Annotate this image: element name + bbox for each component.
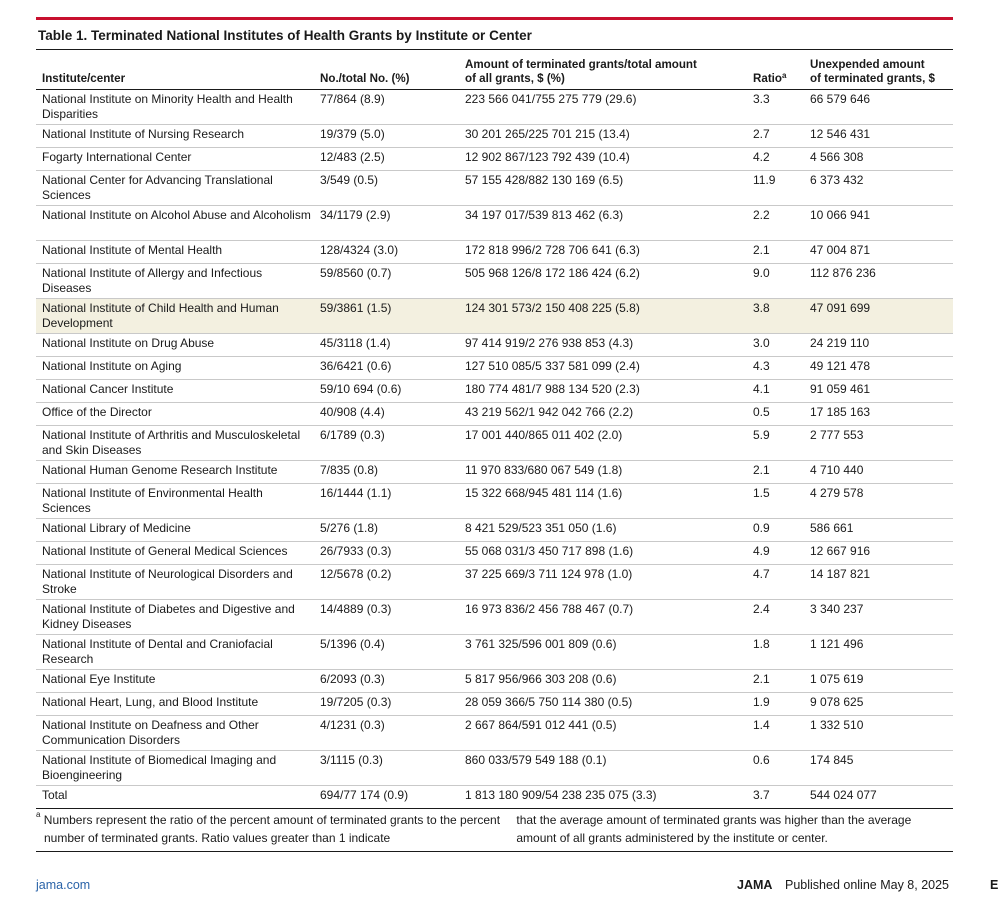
footer-journal: JAMA (737, 878, 773, 892)
table-row (36, 206, 953, 241)
cell-unexpended: 1 075 619 (804, 670, 953, 693)
cell-unexpended: 174 845 (804, 751, 953, 786)
cell-unexpended: 12 546 431 (804, 125, 953, 148)
cell-institute: National Institute of General Medical Sciences (36, 542, 314, 565)
header-row (36, 50, 953, 90)
cell-institute: National Cancer Institute (36, 380, 314, 403)
cell-amount: 55 068 031/3 450 717 898 (1.6) (459, 542, 747, 565)
cell-number: 5/276 (1.8) (314, 519, 459, 542)
table-row (36, 484, 953, 519)
cell-institute: National Institute of Child Health and Human Development (36, 299, 314, 334)
cell-ratio: 4.1 (747, 380, 804, 403)
header-ratio-mark: a (781, 70, 787, 80)
cell-number: 694/77 174 (0.9) (314, 786, 459, 809)
cell-unexpended: 10 066 941 (804, 206, 953, 241)
table-row (36, 542, 953, 565)
footnote (36, 809, 953, 847)
cell-amount: 8 421 529/523 351 050 (1.6) (459, 519, 747, 542)
cell-institute: National Institute of Nursing Research (36, 125, 314, 148)
cell-ratio: 3.3 (747, 90, 804, 125)
cell-institute: National Institute on Alcohol Abuse and Alcoholism (36, 206, 314, 241)
cell-institute: Total (36, 786, 314, 809)
cell-amount: 223 566 041/755 275 779 (29.6) (459, 90, 747, 125)
footer-page: E (990, 878, 999, 892)
header-amount (459, 50, 747, 90)
table-row (36, 241, 953, 264)
cell-ratio: 4.2 (747, 148, 804, 171)
cell-ratio: 1.5 (747, 484, 804, 519)
cell-ratio: 11.9 (747, 171, 804, 206)
cell-number: 19/379 (5.0) (314, 125, 459, 148)
cell-unexpended: 49 121 478 (804, 357, 953, 380)
cell-ratio: 1.9 (747, 693, 804, 716)
table-row (36, 334, 953, 357)
cell-institute: National Institute on Drug Abuse (36, 334, 314, 357)
bottom-rule (36, 851, 953, 852)
cell-unexpended: 4 710 440 (804, 461, 953, 484)
cell-unexpended: 66 579 646 (804, 90, 953, 125)
table-row (36, 693, 953, 716)
cell-number: 59/3861 (1.5) (314, 299, 459, 334)
cell-institute: National Institute on Aging (36, 357, 314, 380)
cell-number: 16/1444 (1.1) (314, 484, 459, 519)
table-row (36, 403, 953, 426)
cell-ratio: 4.3 (747, 357, 804, 380)
cell-institute: National Human Genome Research Institute (36, 461, 314, 484)
header-unexpended-line1: Unexpended amount (810, 58, 925, 71)
cell-institute: National Eye Institute (36, 670, 314, 693)
header-unexpended (804, 50, 953, 90)
cell-unexpended: 544 024 077 (804, 786, 953, 809)
table-title: Table 1. Terminated National Institutes of Health Grants by Institute or Center (38, 28, 532, 43)
footnote-mark: a (36, 810, 41, 819)
cell-ratio: 4.9 (747, 542, 804, 565)
cell-institute: National Institute on Minority Health and Health Disparities (36, 90, 314, 125)
cell-ratio: 1.8 (747, 635, 804, 670)
cell-number: 59/10 694 (0.6) (314, 380, 459, 403)
cell-institute: National Institute of Biomedical Imaging and Bioengineering (36, 751, 314, 786)
table-row (36, 751, 953, 786)
cell-unexpended: 4 279 578 (804, 484, 953, 519)
cell-number: 128/4324 (3.0) (314, 241, 459, 264)
cell-number: 5/1396 (0.4) (314, 635, 459, 670)
cell-number: 12/5678 (0.2) (314, 565, 459, 600)
cell-ratio: 1.4 (747, 716, 804, 751)
cell-ratio: 2.1 (747, 670, 804, 693)
cell-amount: 28 059 366/5 750 114 380 (0.5) (459, 693, 747, 716)
cell-unexpended: 14 187 821 (804, 565, 953, 600)
cell-number: 19/7205 (0.3) (314, 693, 459, 716)
cell-ratio: 2.7 (747, 125, 804, 148)
cell-ratio: 4.7 (747, 565, 804, 600)
cell-unexpended: 91 059 461 (804, 380, 953, 403)
cell-ratio: 3.0 (747, 334, 804, 357)
cell-amount: 30 201 265/225 701 215 (13.4) (459, 125, 747, 148)
total-row (36, 786, 953, 809)
cell-institute: National Institute of Arthritis and Musculoskeletal and Skin Diseases (36, 426, 314, 461)
cell-ratio: 2.1 (747, 461, 804, 484)
cell-number: 3/549 (0.5) (314, 171, 459, 206)
cell-number: 40/908 (4.4) (314, 403, 459, 426)
cell-unexpended: 17 185 163 (804, 403, 953, 426)
table-row (36, 171, 953, 206)
cell-number: 77/864 (8.9) (314, 90, 459, 125)
cell-ratio: 9.0 (747, 264, 804, 299)
cell-amount: 97 414 919/2 276 938 853 (4.3) (459, 334, 747, 357)
cell-unexpended: 112 876 236 (804, 264, 953, 299)
cell-number: 6/2093 (0.3) (314, 670, 459, 693)
footer-site-link[interactable]: jama.com (36, 878, 91, 892)
cell-number: 7/835 (0.8) (314, 461, 459, 484)
cell-ratio: 3.8 (747, 299, 804, 334)
cell-number: 3/1115 (0.3) (314, 751, 459, 786)
header-amount-line2: of all grants, $ (%) (465, 71, 565, 85)
cell-institute: National Heart, Lung, and Blood Institute (36, 693, 314, 716)
cell-amount: 5 817 956/966 303 208 (0.6) (459, 670, 747, 693)
cell-ratio: 0.9 (747, 519, 804, 542)
cell-number: 12/483 (2.5) (314, 148, 459, 171)
cell-number: 59/8560 (0.7) (314, 264, 459, 299)
header-ratio-label: Ratio (753, 71, 782, 85)
cell-unexpended: 12 667 916 (804, 542, 953, 565)
table-row (36, 148, 953, 171)
cell-amount: 180 774 481/7 988 134 520 (2.3) (459, 380, 747, 403)
cell-amount: 37 225 669/3 711 124 978 (1.0) (459, 565, 747, 600)
cell-unexpended: 2 777 553 (804, 426, 953, 461)
cell-institute: National Institute of Mental Health (36, 241, 314, 264)
footnote-left-text: Numbers represent the ratio of the percent amount of terminated grants to the percent number of terminated grants. Ratio values greater than 1 indicate (40, 813, 501, 845)
cell-institute: National Institute of Neurological Disorders and Stroke (36, 565, 314, 600)
cell-ratio: 5.9 (747, 426, 804, 461)
table-row (36, 264, 953, 299)
footer-published: Published online May 8, 2025 (785, 878, 950, 892)
table-row (36, 519, 953, 542)
table-row (36, 299, 953, 334)
cell-number: 4/1231 (0.3) (314, 716, 459, 751)
cell-amount: 17 001 440/865 011 402 (2.0) (459, 426, 747, 461)
data-table (36, 50, 953, 809)
cell-ratio: 0.5 (747, 403, 804, 426)
header-ratio (747, 50, 804, 90)
cell-amount: 43 219 562/1 942 042 766 (2.2) (459, 403, 747, 426)
cell-amount: 15 322 668/945 481 114 (1.6) (459, 484, 747, 519)
cell-number: 14/4889 (0.3) (314, 600, 459, 635)
cell-number: 45/3118 (1.4) (314, 334, 459, 357)
cell-unexpended: 1 121 496 (804, 635, 953, 670)
cell-amount: 860 033/579 549 188 (0.1) (459, 751, 747, 786)
table-row (36, 565, 953, 600)
cell-amount: 34 197 017/539 813 462 (6.3) (459, 206, 747, 241)
cell-ratio: 3.7 (747, 786, 804, 809)
cell-institute: National Institute of Diabetes and Digestive and Kidney Diseases (36, 600, 314, 635)
footnote-left (36, 811, 516, 847)
cell-number: 36/6421 (0.6) (314, 357, 459, 380)
cell-institute: National Institute of Environmental Health Sciences (36, 484, 314, 519)
cell-ratio: 2.4 (747, 600, 804, 635)
cell-number: 26/7933 (0.3) (314, 542, 459, 565)
cell-amount: 1 813 180 909/54 238 235 075 (3.3) (459, 786, 747, 809)
cell-amount: 12 902 867/123 792 439 (10.4) (459, 148, 747, 171)
header-unexpended-line2: of terminated grants, $ (810, 71, 935, 85)
cell-amount: 11 970 833/680 067 549 (1.8) (459, 461, 747, 484)
header-amount-line1: Amount of terminated grants/total amount (465, 58, 697, 71)
table-row (36, 426, 953, 461)
cell-institute: National Institute of Allergy and Infectious Diseases (36, 264, 314, 299)
cell-amount: 57 155 428/882 130 169 (6.5) (459, 171, 747, 206)
cell-institute: National Center for Advancing Translational Sciences (36, 171, 314, 206)
cell-unexpended: 47 091 699 (804, 299, 953, 334)
cell-number: 6/1789 (0.3) (314, 426, 459, 461)
cell-unexpended: 9 078 625 (804, 693, 953, 716)
header-institute: Institute/center (36, 50, 314, 90)
table-body (36, 90, 953, 809)
cell-institute: Fogarty International Center (36, 148, 314, 171)
table-row (36, 125, 953, 148)
cell-institute: National Institute on Deafness and Other Communication Disorders (36, 716, 314, 751)
table-row (36, 90, 953, 125)
cell-institute: National Library of Medicine (36, 519, 314, 542)
table-row (36, 380, 953, 403)
table-row (36, 357, 953, 380)
cell-unexpended: 3 340 237 (804, 600, 953, 635)
cell-ratio: 0.6 (747, 751, 804, 786)
table-block (36, 17, 953, 852)
cell-amount: 127 510 085/5 337 581 099 (2.4) (459, 357, 747, 380)
cell-ratio: 2.1 (747, 241, 804, 264)
cell-institute: National Institute of Dental and Craniofacial Research (36, 635, 314, 670)
footnote-right: that the average amount of terminated grants was higher than the average amount of all grants administered by the institute or center. (516, 813, 912, 845)
table-row (36, 600, 953, 635)
table-row (36, 461, 953, 484)
table-row (36, 670, 953, 693)
cell-amount: 172 818 996/2 728 706 641 (6.3) (459, 241, 747, 264)
cell-amount: 16 973 836/2 456 788 467 (0.7) (459, 600, 747, 635)
table-row (36, 716, 953, 751)
cell-unexpended: 1 332 510 (804, 716, 953, 751)
header-number: No./total No. (%) (314, 50, 459, 90)
cell-ratio: 2.2 (747, 206, 804, 241)
cell-unexpended: 24 219 110 (804, 334, 953, 357)
cell-amount: 3 761 325/596 001 809 (0.6) (459, 635, 747, 670)
cell-number: 34/1179 (2.9) (314, 206, 459, 241)
cell-amount: 505 968 126/8 172 186 424 (6.2) (459, 264, 747, 299)
cell-unexpended: 586 661 (804, 519, 953, 542)
cell-amount: 2 667 864/591 012 441 (0.5) (459, 716, 747, 751)
table-row (36, 635, 953, 670)
cell-institute: Office of the Director (36, 403, 314, 426)
cell-unexpended: 4 566 308 (804, 148, 953, 171)
cell-unexpended: 6 373 432 (804, 171, 953, 206)
cell-unexpended: 47 004 871 (804, 241, 953, 264)
cell-amount: 124 301 573/2 150 408 225 (5.8) (459, 299, 747, 334)
